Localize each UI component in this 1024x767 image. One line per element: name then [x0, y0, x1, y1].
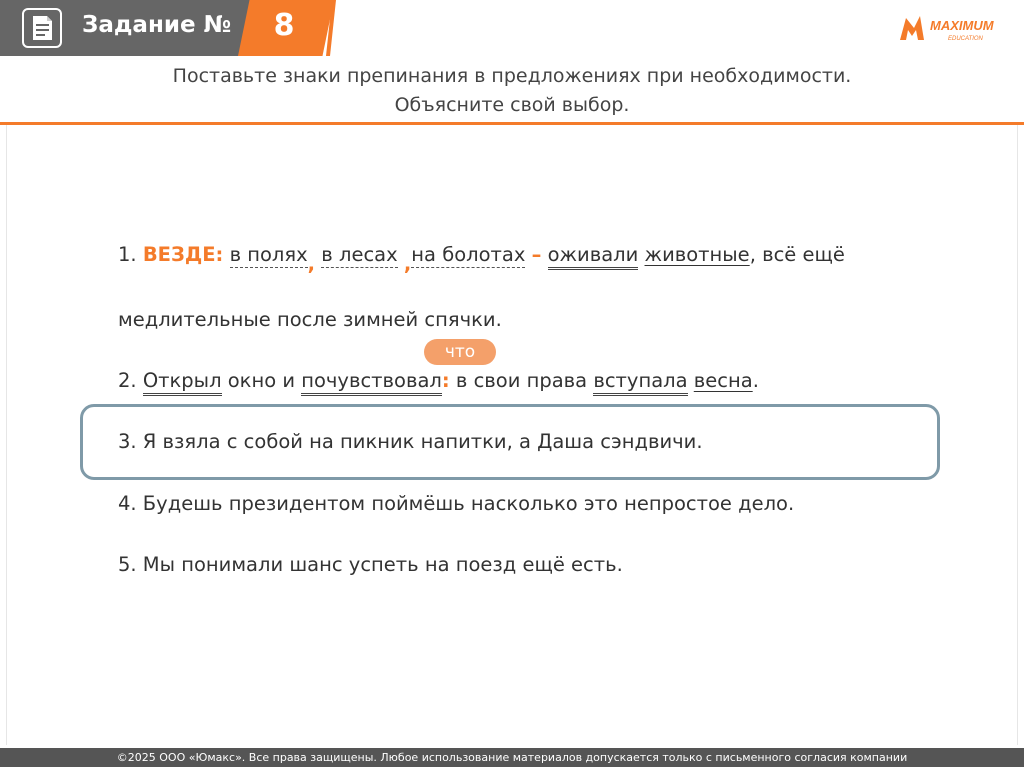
colon-mark: : — [215, 243, 224, 266]
sentence-text: в свои права — [455, 369, 588, 392]
sentence-text: окно и — [227, 369, 296, 392]
document-icon — [22, 8, 62, 48]
sentence-3: 3. Я взяла с собой на пикник напитки, а Даша сэндвичи. — [118, 430, 703, 453]
sentence-4: 4. Будешь президентом поймёшь насколько это непростое дело. — [118, 492, 795, 515]
sentence-5: 5. Мы понимали шанс успеть на поезд ещё есть. — [118, 553, 623, 576]
homogeneous-member: на болотах — [411, 243, 526, 266]
generalizing-word: ВЕЗДЕ — [142, 243, 216, 266]
task-label: Задание № — [82, 12, 232, 38]
instructions-line-1: Поставьте знаки препинания в предложениях при необходимости. — [172, 65, 852, 87]
predicate: почувствовал — [301, 369, 442, 396]
maximum-logo — [896, 10, 1016, 46]
task-number: 8 — [273, 8, 295, 43]
sentence-1-line-2: медлительные после зимней спячки. — [118, 308, 502, 331]
sentence-number: 1. — [118, 243, 137, 266]
predicate: вступала — [593, 369, 687, 396]
header-divider — [0, 122, 1024, 125]
right-border — [1017, 125, 1018, 745]
subject: животные — [644, 243, 750, 266]
header-bar — [0, 0, 1024, 58]
homogeneous-member: в лесах — [321, 243, 398, 266]
svg-text:MAXIMUM: MAXIMUM — [930, 18, 994, 33]
predicate: Открыл — [143, 369, 222, 396]
predicate: оживали — [548, 243, 639, 270]
left-border — [6, 125, 7, 745]
dash-mark: – — [531, 243, 542, 266]
instructions-line-2: Объясните свой выбор. — [394, 94, 630, 116]
task-instructions — [0, 62, 1024, 120]
sentence-text: . — [752, 369, 759, 392]
subject: весна — [693, 369, 753, 392]
comma-mark: , — [307, 252, 316, 275]
sentence-1-line-1 — [118, 243, 845, 275]
sentence-2 — [118, 369, 759, 392]
sentence-number: 2. — [118, 369, 137, 392]
hint-badge: что — [424, 339, 496, 365]
sentence-text: , всё ещё — [749, 243, 845, 266]
colon-mark: : — [441, 369, 450, 392]
svg-text:EDUCATION: EDUCATION — [948, 36, 983, 42]
comma-mark: , — [403, 252, 412, 275]
homogeneous-member: в полях — [229, 243, 308, 266]
footer-copyright: ©2025 ООО «Юмакс». Все права защищены. Любое использование материалов допускается только с письменного согласия компании — [0, 748, 1024, 767]
